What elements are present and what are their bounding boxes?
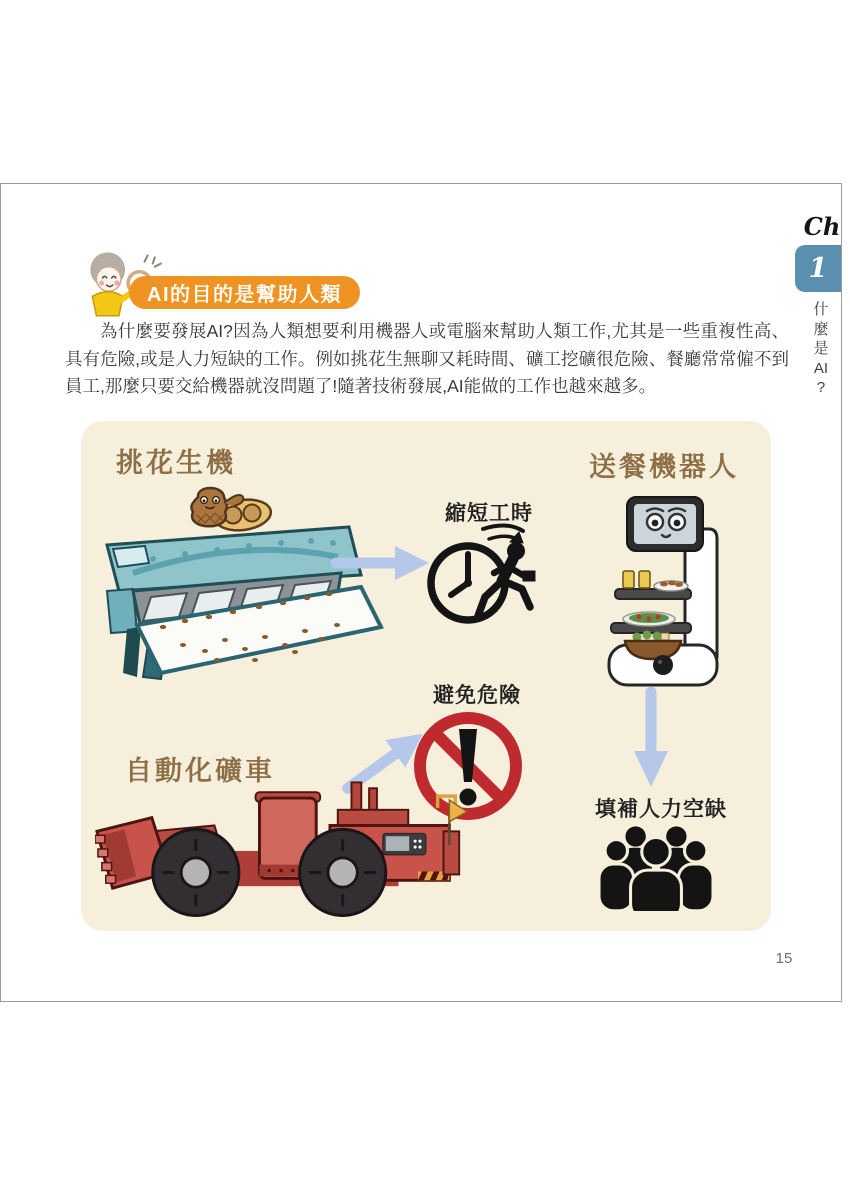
page-number: 15 <box>775 950 793 967</box>
clock-running-person-icon <box>423 521 549 629</box>
chapter-vertical-title <box>798 302 844 397</box>
arrow-down-icon <box>629 687 673 791</box>
chapter-tab <box>795 245 841 292</box>
label-peanut-machine: 挑花生機 <box>116 448 236 478</box>
section-title-badge <box>129 276 360 309</box>
section-title: AI的目的是幫助人類 <box>147 284 342 306</box>
label-mining-truck: 自動化礦車 <box>125 756 275 786</box>
label-avoid-danger: 避免危險 <box>433 684 521 707</box>
chapter-number: 1 <box>808 253 828 284</box>
page-frame <box>0 183 842 1002</box>
people-group-icon <box>599 819 713 911</box>
vtitle-char: 是 <box>813 340 829 357</box>
vtitle-char: 麼 <box>813 320 829 338</box>
wheel <box>300 829 386 915</box>
chapter-prefix: Ch <box>803 212 841 241</box>
label-fill-labor-gap: 填補人力空缺 <box>595 798 727 821</box>
label-shorten-hours: 縮短工時 <box>445 502 533 525</box>
label-delivery-robot: 送餐機器人 <box>589 452 739 482</box>
vtitle-char: 什 <box>813 301 829 318</box>
wheel <box>153 829 239 915</box>
intro-paragraph: 為什麼要發展AI?因為人類想要利用機器人或電腦來幫助人類工作,尤其是一些重複性高、具有危險,或是人力短缺的工作。例如挑花生無聊又耗時間、礦工挖礦很危險、餐廳常常僱不到員工,那麼只要交給機器就沒問題了!隨著技術發展,AI能做的工作也越來越多。 <box>65 321 789 396</box>
food-delivery-robot-illustration <box>599 493 731 693</box>
arrow-right-icon <box>331 543 431 583</box>
mining-loader-illustration <box>95 773 467 923</box>
diagram-box <box>81 421 771 931</box>
vtitle-char: AI <box>813 359 829 377</box>
vtitle-char: ? <box>816 379 826 396</box>
